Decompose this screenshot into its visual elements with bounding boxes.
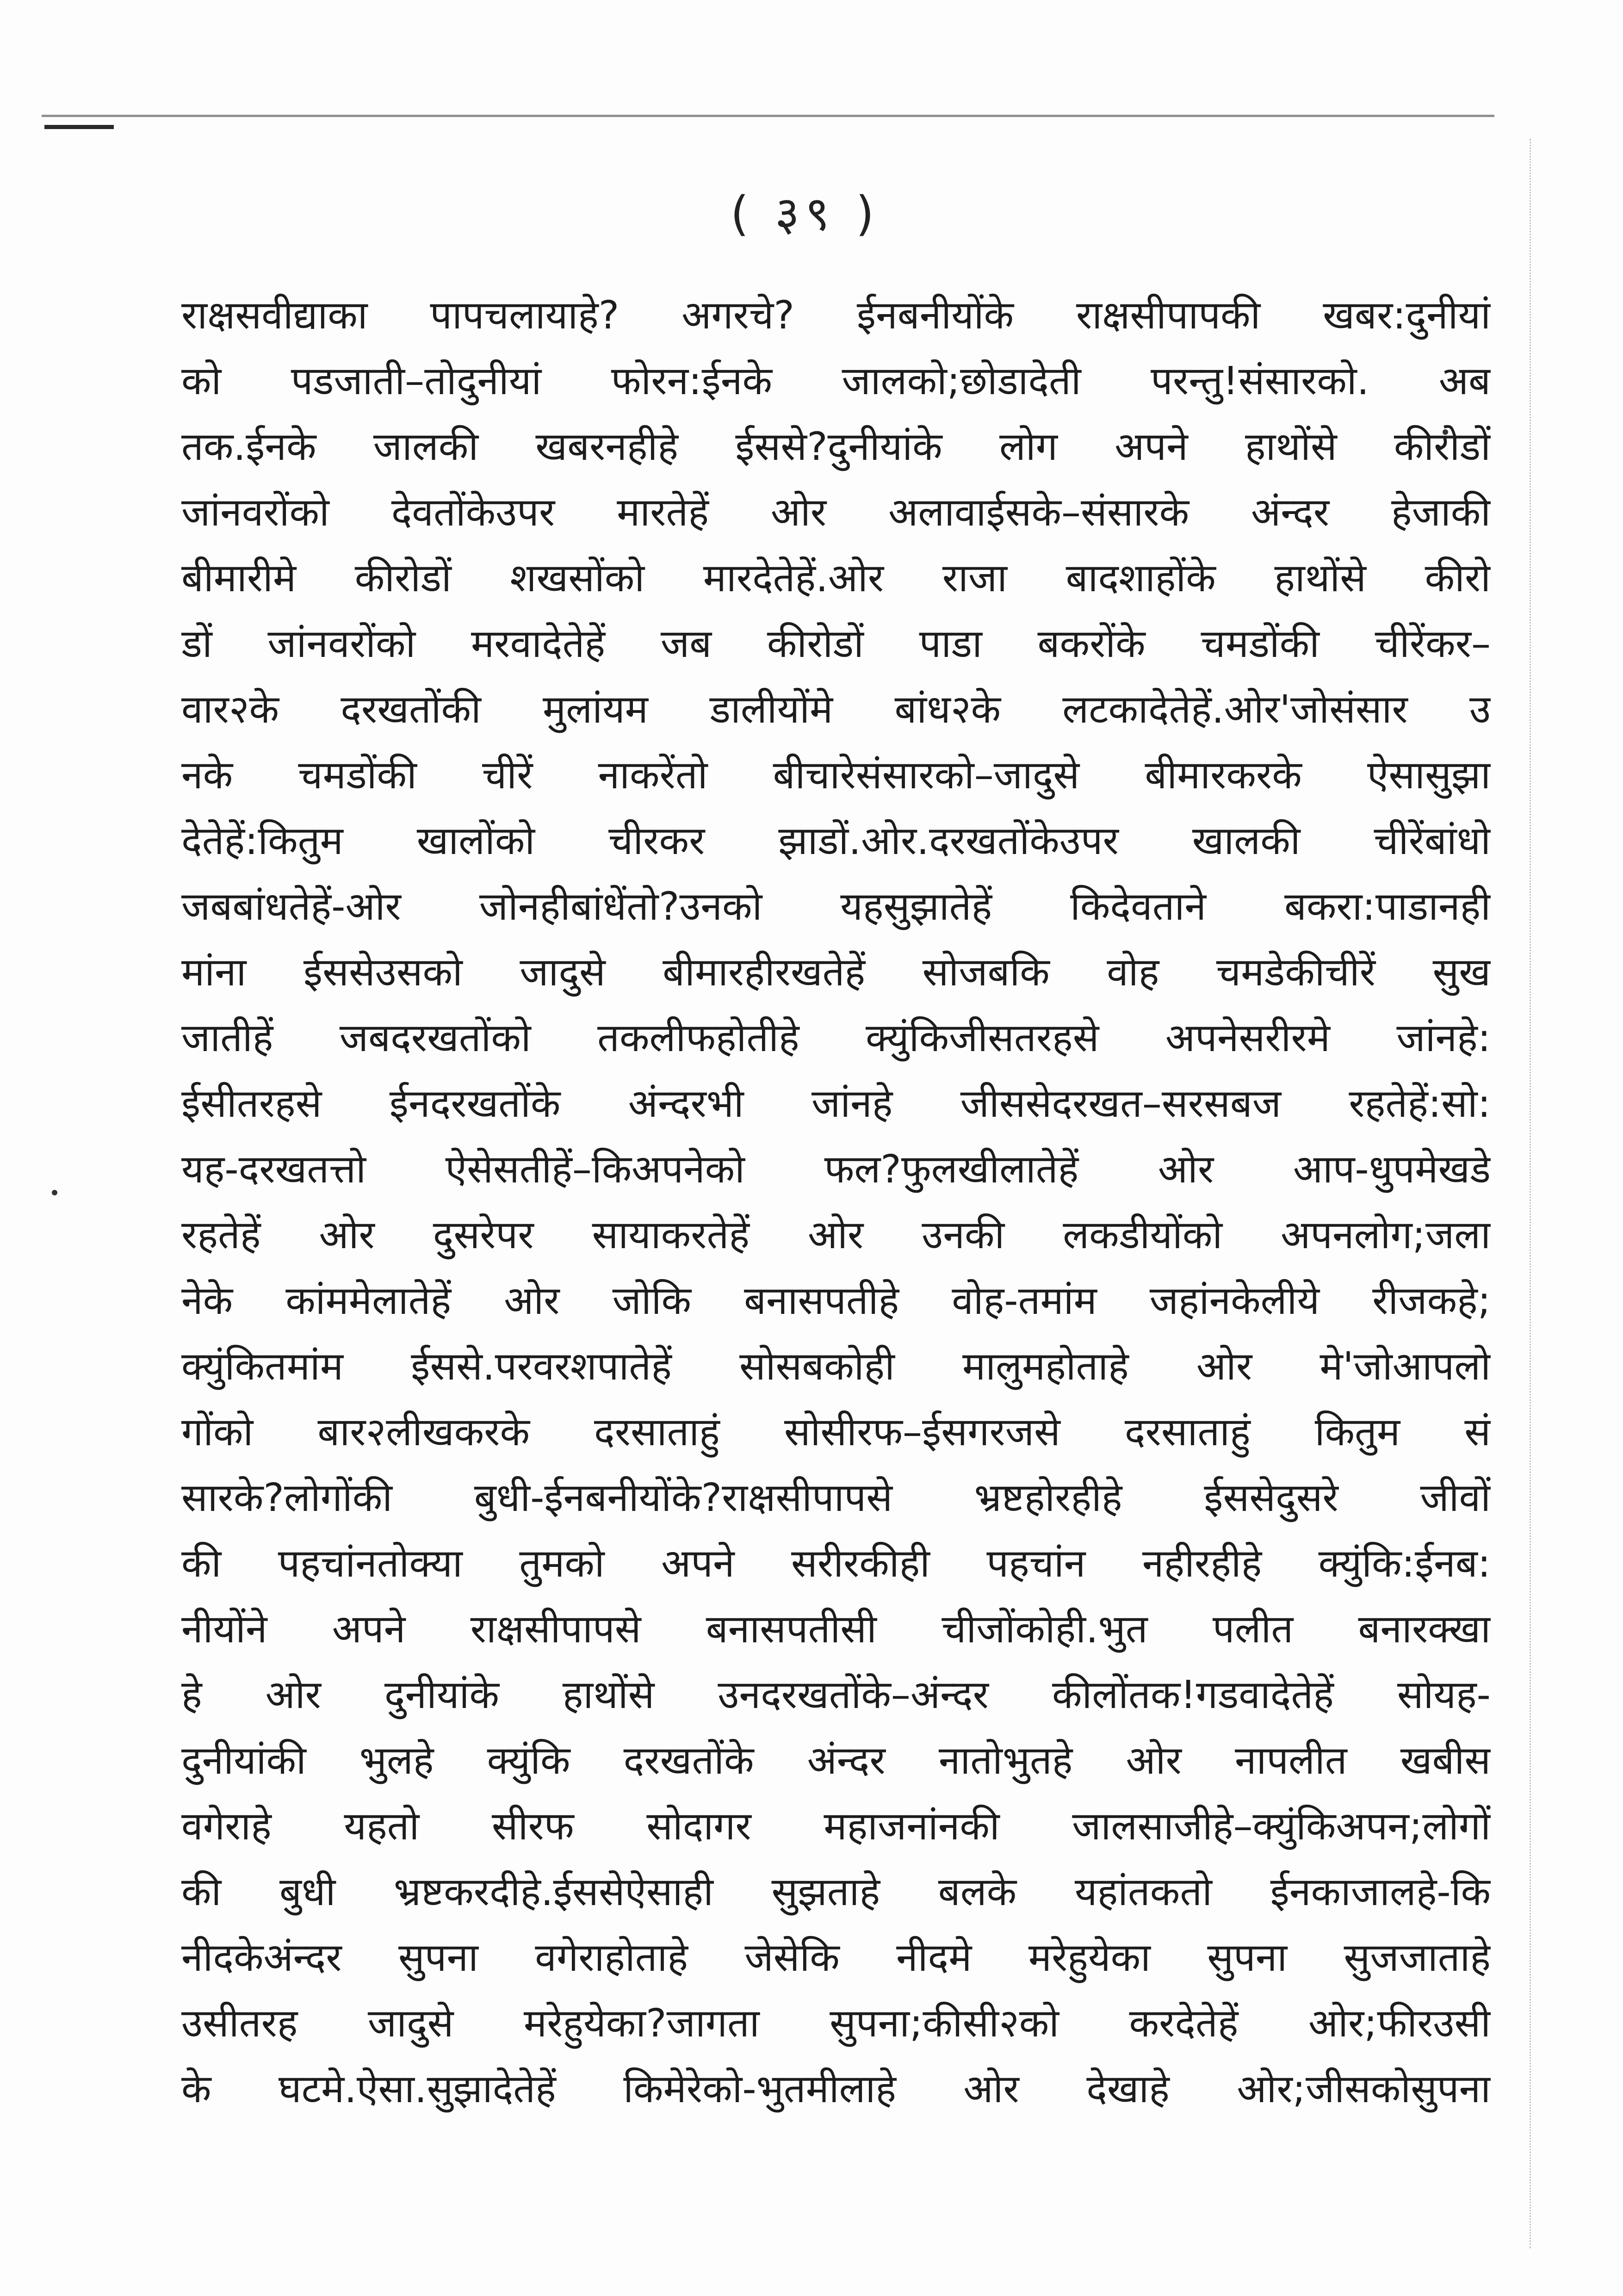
text-line: वार२के दरखतोंकी मुलांयम डालीयोंमे बांध२के लटकादेतेहें.ओर'जोसंसार उ: [181, 687, 1491, 732]
text-line: यह-दरखतत्तो ऐसेसतीहें–किअपनेको फल?फुलखीलातेहें ओर आप-धुपमेखडे: [181, 1146, 1491, 1192]
body-text: [181, 282, 1491, 2122]
text-line: तक.ईनके जालकी खबरनहीहे ईससे?दुनीयांके लोग अपने हाथोंसे कीरोडों: [181, 424, 1491, 469]
text-line: के घटमे.ऐसा.सुझादेतेहें किमेरेको-भुतमीलाहे ओर देखाहे ओर;जीसकोसुपना: [181, 2066, 1491, 2111]
page-number: ( ३९ ): [730, 186, 880, 241]
text-line: राक्षसवीद्याका पापचलायाहे? अगरचे? ईनबनीयोंके राक्षसीपापकी खबर:दुनीयां: [181, 292, 1491, 338]
text-line: की बुधी भ्रष्टकरदीहे.ईससेऐसाही सुझताहे बलके यहांतकतो ईनकाजालहे-कि: [181, 1869, 1491, 1914]
text-line: डों जांनवरोंको मरवादेतेहें जब कीरोडों पाडा बकरोंके चमडोंकी चीरेंकर–: [181, 621, 1491, 666]
text-line: मांना ईससेउसको जादुसे बीमारहीरखतेहें सोजबकि वोह चमडेकीचीरें सुख: [181, 949, 1491, 995]
text-line: दुनीयांकी भुलहे क्युंकि दरखतोंके अंन्दर नातोभुतहे ओर नापलीत खबीस: [181, 1738, 1491, 1783]
text-line: की पहचांनतोक्या तुमको अपने सरीरकीही पहचांन नहीरहीहे क्युंकि:ईनब:: [181, 1541, 1491, 1586]
text-line: उसीतरह जादुसे मरेहुयेका?जागता सुपना;कीसी२को करदेतेहें ओर;फीरउसी: [181, 2000, 1491, 2046]
text-line: जातीहें जबदरखतोंको तकलीफहोतीहे क्युंकिजीसतरहसे अपनेसरीरमे जांनहे:: [181, 1015, 1491, 1060]
text-line: जांनवरोंको देवतोंकेउपर मारतेहें ओर अलावाईसके–संसारके अंन्दर हेजाकी: [181, 489, 1491, 535]
text-line: नीदकेअंन्दर सुपना वगेराहोताहे जेसेकि नीदमे मरेहुयेका सुपना सुजजाताहे: [181, 1935, 1491, 1980]
text-line: क्युंकितमांम ईससे.परवरशपातेहें सोसबकोही मालुमहोताहे ओर मे'जोआपलो: [181, 1343, 1491, 1389]
right-margin-line: [1530, 139, 1531, 2248]
text-line: सारके?लोगोंकी बुधी-ईनबनीयोंके?राक्षसीपापसे भ्रष्टहोरहीहे ईससेदुसरे जीवों: [181, 1475, 1491, 1520]
header-rule: [42, 115, 1494, 117]
text-line: नीयोंने अपने राक्षसीपापसे बनासपतीसी चीजोंकोही.भुत पलीत बनारक्खा: [181, 1606, 1491, 1652]
text-line: नेके कांममेलातेहें ओर जोकि बनासपतीहे वोह-तमांम जहांनकेलीये रीजकहे;: [181, 1278, 1491, 1323]
text-line: रहतेहें ओर दुसरेपर सायाकरतेहें ओर उनकी लकडीयोंको अपनलोग;जला: [181, 1212, 1491, 1257]
text-line: नके चमडोंकी चीरें नाकरेंतो बीचारेसंसारको–जादुसे बीमारकरके ऐसासुझा: [181, 752, 1491, 798]
text-line: जबबांधतेहें-ओर जोनहीबांधेंतो?उनको यहसुझातेहें किदेवताने बकरा:पाडानही: [181, 884, 1491, 929]
header-rule-accent: [44, 125, 114, 129]
text-line: बीमारीमे कीरोडों शखसोंको मारदेतेहें.ओर राजा बादशाहोंके हाथोंसे कीरो: [181, 555, 1491, 600]
ink-speck: [52, 1190, 57, 1195]
text-line: देतेहें:कितुम खालोंको चीरकर झाडों.ओर.दरखतोंकेउपर खालकी चीरेंबांधो: [181, 818, 1491, 863]
text-line: वगेराहे यहतो सीरफ सोदागर महाजनांनकी जालसाजीहे–क्युंकिअपन;लोगों: [181, 1803, 1491, 1849]
text-line: को पडजाती–तोदुनीयां फोरन:ईनके जालको;छोडादेती परन्तु!संसारको. अब: [181, 358, 1491, 403]
text-line: हे ओर दुनीयांके हाथोंसे उनदरखतोंके–अंन्दर कीलोंतक!गडवादेतेहें सोयह-: [181, 1672, 1491, 1717]
text-line: गोंको बार२लीखकरके दरसाताहुं सोसीरफ–ईसगरजसे दरसाताहुं कितुम सं: [181, 1409, 1491, 1454]
text-line: ईसीतरहसे ईनदरखतोंके अंन्दरभी जांनहे जीससेदरखत–सरसबज रहतेहें:सो:: [181, 1081, 1491, 1126]
